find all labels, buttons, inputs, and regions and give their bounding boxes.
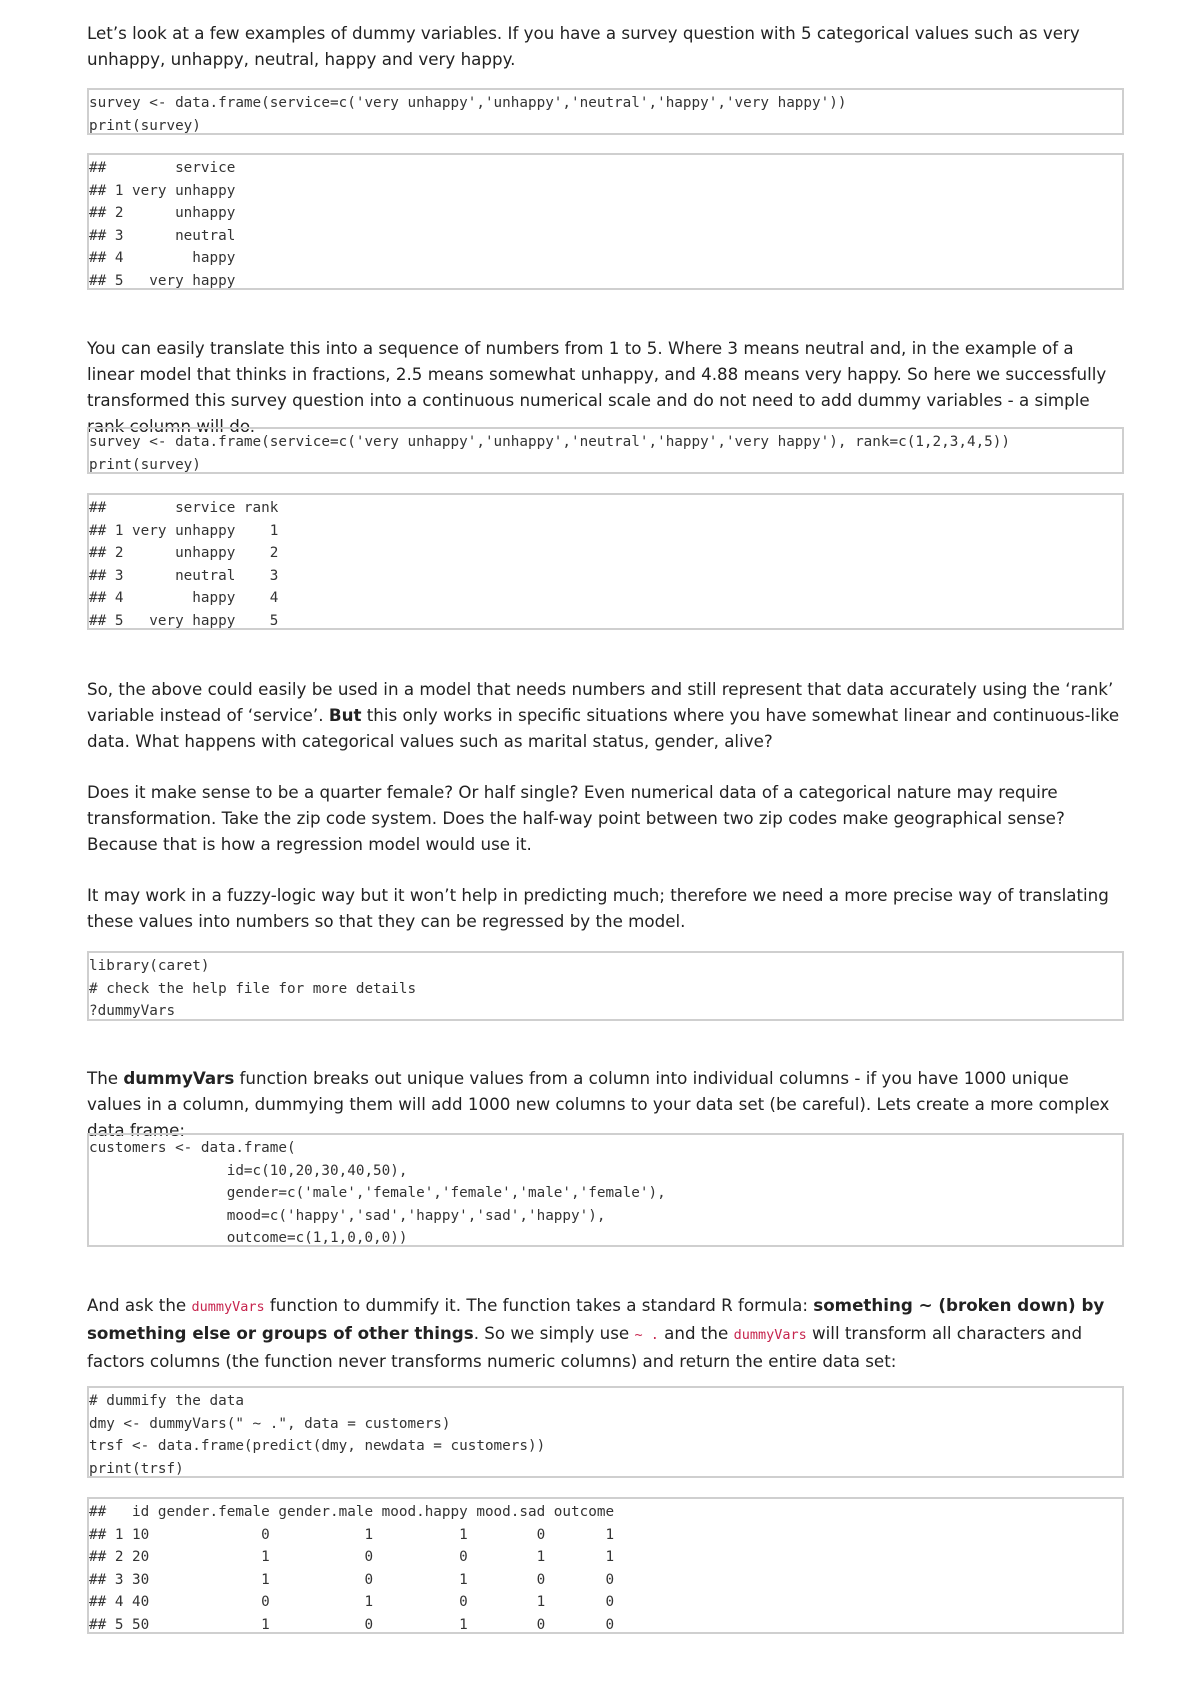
code-line: mood=c('happy','sad','happy','sad','happy'),: [89, 1207, 606, 1224]
code-line: survey <- data.frame(service=c('very unhappy','unhappy','neutral','happy','very happy')): [89, 95, 847, 111]
bold-but: But: [328, 705, 362, 725]
bold-dummyvars: dummyVars: [123, 1068, 235, 1088]
code-line: ## service rank: [89, 500, 279, 516]
code-line: customers <- data.frame(: [89, 1140, 296, 1156]
code-block-dummify: [87, 1386, 1124, 1478]
code-line: ## 4 happy: [89, 250, 236, 267]
code-block-survey-rank: [87, 427, 1124, 474]
code-block-customers: [87, 1133, 1124, 1247]
code-line: ## 5 very happy 5: [89, 612, 279, 629]
inline-code-dummyvars-2: dummyVars: [733, 1327, 807, 1343]
code-line: ## 4 happy 4: [89, 590, 279, 607]
paragraph-dummify: And ask the dummyVars function to dummify it. The function takes a standard R formula: something ~ (broken down) by something else or groups of other things. So we simply use ~ . and the dummyVars will transform all characters and factors columns (the function never transforms numeric columns) and return the entire data set:: [87, 1295, 1105, 1371]
paragraph-categorical: So, the above could easily be used in a model that needs numbers and still represent that data accurately using the ‘rank’ variable instead of ‘service’. But this only works in specific situations where you have somewhat linear and continuous-like data. What happens with categorical values such as marital status, gender, alive?: [87, 679, 1120, 751]
output-block-trsf: [87, 1497, 1124, 1634]
code-line: ## 1 very unhappy 1: [89, 522, 279, 539]
code-line: print(trsf): [89, 1460, 184, 1477]
code-line: survey <- data.frame(service=c('very unhappy','unhappy','neutral','happy','very happy'), rank=c(1,2,3,4,5)): [89, 434, 1010, 450]
code-line: # check the help file for more details: [89, 980, 417, 997]
bold-formula: something ~ (broken down) by something else or groups of other things: [87, 1295, 1105, 1343]
code-line: ## service: [89, 160, 236, 176]
code-line: ## 4 40 0 1 0 1 0: [89, 1594, 615, 1611]
code-line: ## 1 10 0 1 1 0 1: [89, 1526, 615, 1543]
output-block-survey: [87, 153, 1124, 290]
code-line: id=c(10,20,30,40,50),: [89, 1162, 408, 1179]
code-line: library(caret): [89, 958, 210, 974]
code-line: ## 1 very unhappy: [89, 182, 236, 199]
paragraph-quarter-female: Does it make sense to be a quarter female? Or half single? Even numerical data of a categorical nature may require transformation. Take the zip code system. Does the half-way point between two zip codes make geographical sense? Because that is how a regression model would use it.: [87, 782, 1065, 854]
code-line: trsf <- data.frame(predict(dmy, newdata = customers)): [89, 1438, 546, 1455]
paragraph-rank: You can easily translate this into a sequence of numbers from 1 to 5. Where 3 means neutral and, in the example of a linear model that thinks in fractions, 2.5 means somewhat unhappy, and 4.88 means very happy. So here we successfully transformed this survey question into a continuous numerical scale and do not need to add dummy variables - a simple rank column will do.: [87, 338, 1107, 436]
code-line: ## 3 neutral: [89, 227, 236, 244]
paragraph-fuzzy-logic: It may work in a fuzzy-logic way but it won’t help in predicting much; therefore we need a more precise way of translating these values into numbers so that they can be regressed by the model.: [87, 885, 1109, 931]
code-line: ## 2 unhappy 2: [89, 545, 279, 562]
code-line: dmy <- dummyVars(" ~ .", data = customers): [89, 1415, 451, 1432]
inline-code-dummyvars: dummyVars: [191, 1299, 265, 1315]
inline-code-tilde: ~ .: [634, 1327, 659, 1343]
code-line: ## 3 30 1 0 1 0 0: [89, 1571, 615, 1588]
code-line: ## id gender.female gender.male mood.happy mood.sad outcome: [89, 1504, 615, 1520]
code-line: # dummify the data: [89, 1393, 244, 1409]
output-block-survey-rank: [87, 493, 1124, 630]
code-line: ## 2 20 1 0 0 1 1: [89, 1549, 615, 1566]
code-line: ## 2 unhappy: [89, 205, 236, 222]
code-line: gender=c('male','female','female','male','female'),: [89, 1185, 666, 1202]
code-block-survey: [87, 88, 1124, 135]
code-line: ?dummyVars: [89, 1003, 176, 1020]
code-block-caret: [87, 951, 1124, 1021]
paragraph-dummyvars: The dummyVars function breaks out unique values from a column into individual columns - if you have 1000 unique values in a column, dummying them will add 1000 new columns to your data set (be careful). Lets create a more complex data frame:: [87, 1068, 1110, 1140]
code-line: ## 5 50 1 0 1 0 0: [89, 1616, 615, 1633]
code-line: ## 3 neutral 3: [89, 567, 279, 584]
paragraph-intro: Let’s look at a few examples of dummy variables. If you have a survey question with 5 categorical values such as very unhappy, unhappy, neutral, happy and very happy.: [87, 23, 1080, 69]
code-line: print(survey): [89, 117, 201, 134]
code-line: ## 5 very happy: [89, 272, 236, 289]
code-line: print(survey): [89, 456, 201, 473]
code-line: outcome=c(1,1,0,0,0)): [89, 1230, 408, 1247]
